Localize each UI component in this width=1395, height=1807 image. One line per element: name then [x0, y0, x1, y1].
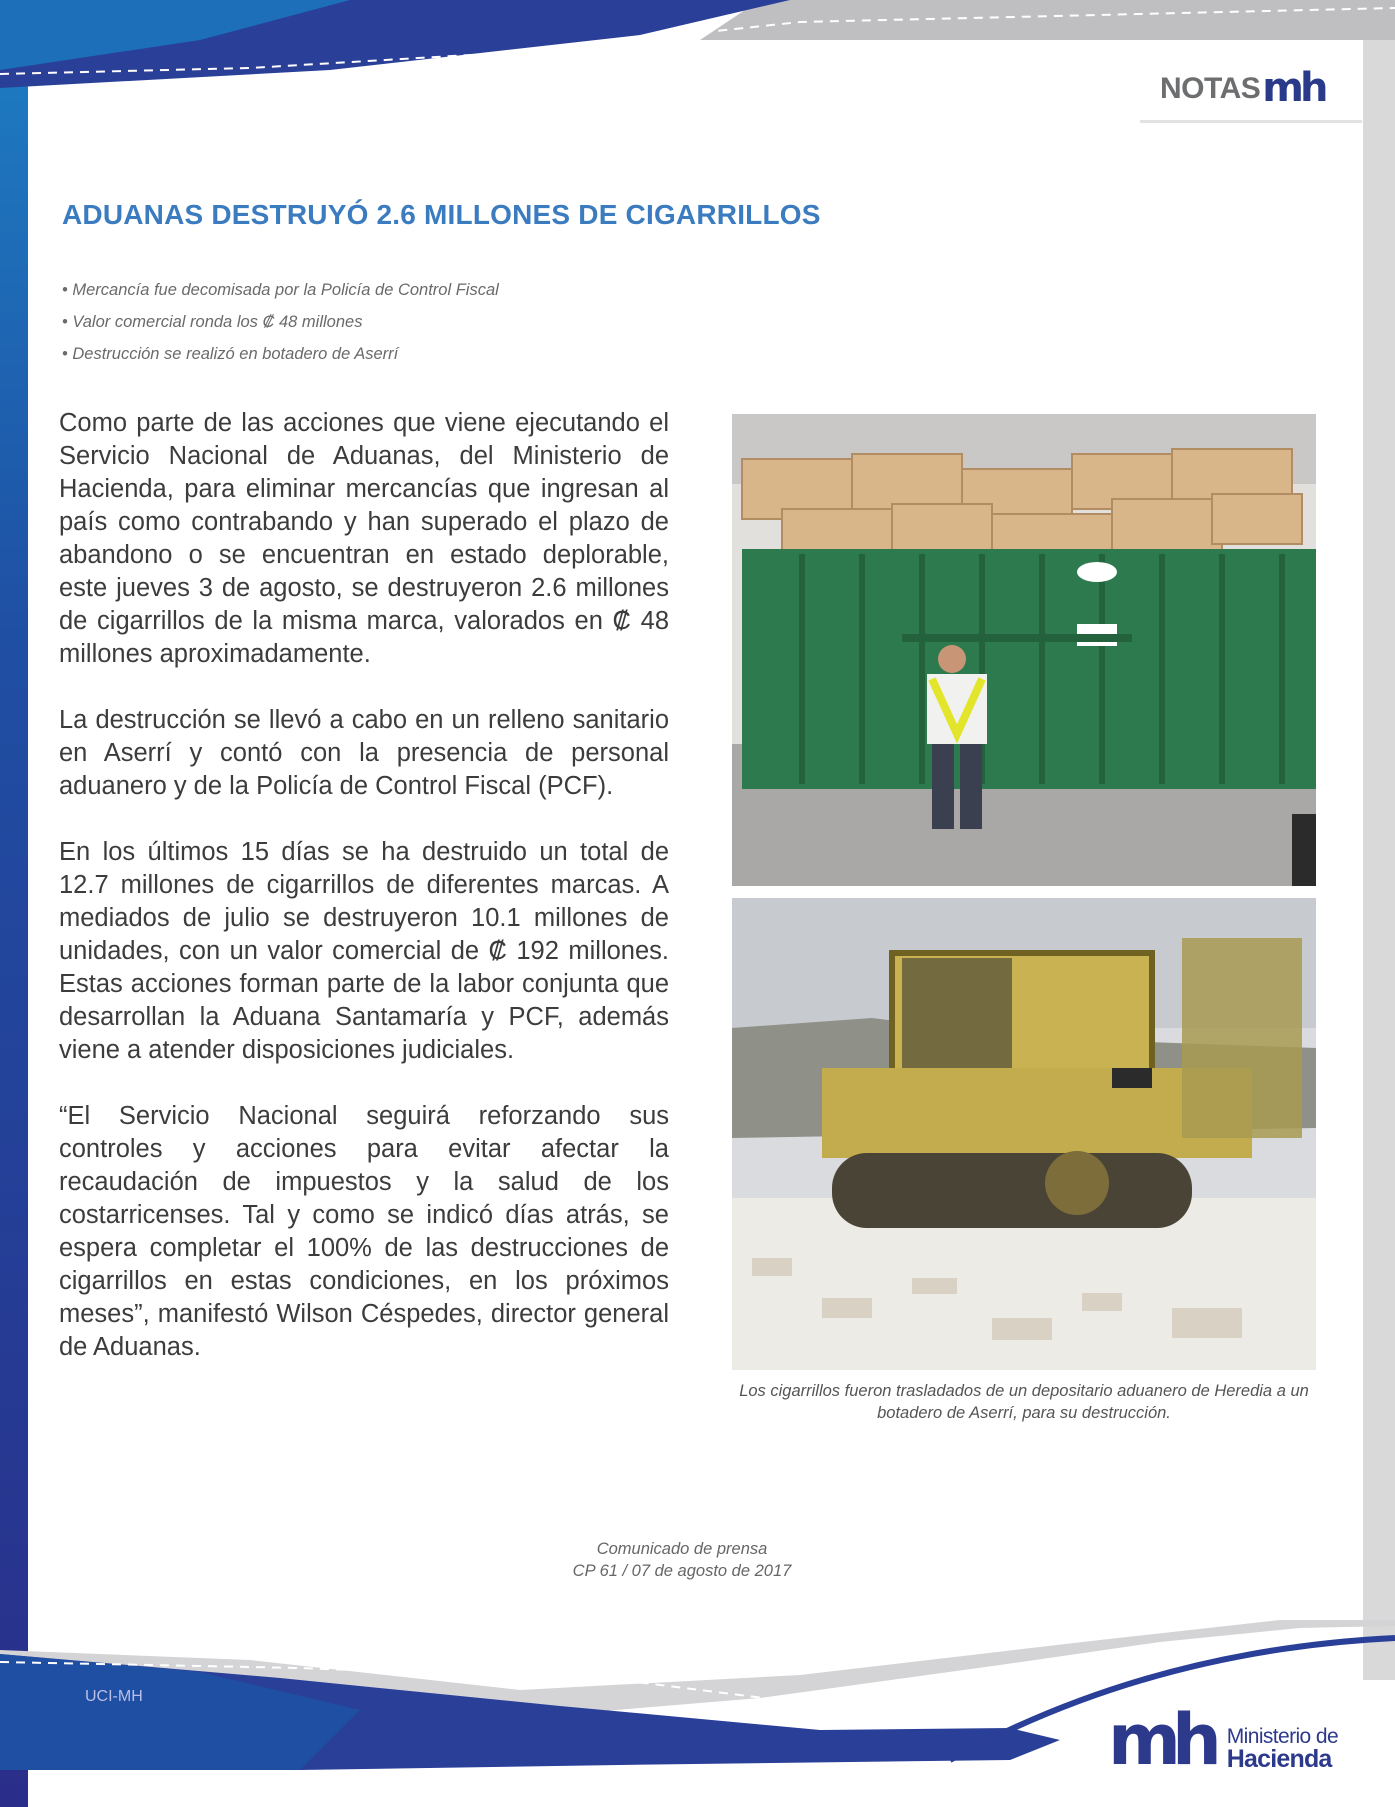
unit-label: UCI-MH: [85, 1688, 143, 1705]
logo-line-2: Hacienda: [1226, 1745, 1332, 1773]
logo-divider: [1140, 120, 1362, 123]
note-reference: CP 61 / 07 de agosto de 2017: [572, 1562, 792, 1580]
paragraph: “El Servicio Nacional seguirá reforzando sus controles y acciones para evitar afectar la recaudación de impuestos y la salud de los costarricenses. Tal y como se indicó días atrás, se espera completar el 100% de las destrucciones de cigarrillos en estas condiciones, en los próximos meses”, manifestó Wilson Céspedes, director general de Aduanas.: [59, 1102, 669, 1361]
bullet-item: • Mercancía fue decomisada por la Policía de Control Fiscal: [62, 281, 499, 299]
logo-mark: mh: [1108, 1699, 1213, 1781]
article-title: ADUANAS DESTRUYÓ 2.6 MILLONES DE CIGARRILLOS: [62, 199, 821, 230]
logo-word: NOTAS: [1160, 72, 1261, 105]
note-label: Comunicado de prensa: [596, 1540, 768, 1558]
photo-bulldozer: [732, 898, 1316, 1370]
paragraph: En los últimos 15 días se ha destruido un total de 12.7 millones de cigarrillos de diferentes marcas. A mediados de julio se destruyeron 10.1 millones de unidades, con un valor comercial de ₡ 192 millones. Estas acciones forman parte de la labor conjunta que desarrollan la Aduana Santamaría y PCF, además viene a atender disposiciones judiciales.: [59, 838, 669, 1064]
paragraph: La destrucción se llevó a cabo en un relleno sanitario en Aserrí y contó con la presencia de personal aduanero y de la Policía de Control Fiscal (PCF).: [59, 706, 669, 800]
notas-mh-logo: [1160, 65, 1325, 111]
paragraph: Como parte de las acciones que viene ejecutando el Servicio Nacional de Aduanas, del Ministerio de Hacienda, para eliminar mercancías que ingresan al país como contrabando y han superado el plazo de abandono o se encuentran en estado deplorable, este jueves 3 de agosto, se destruyeron 2.6 millones de cigarrillos de la misma marca, valorados en ₡ 48 millones aproximadamente.: [59, 409, 669, 668]
logo-mark: mh: [1262, 65, 1325, 111]
bullet-item: • Valor comercial ronda los ₡ 48 millones: [62, 313, 363, 331]
left-accent-bar: [0, 0, 28, 1807]
bullet-item: • Destrucción se realizó en botadero de Aserrí: [62, 345, 399, 363]
ministerio-hacienda-logo: [1108, 1699, 1339, 1781]
article-body: [59, 407, 669, 1397]
photo-dumpster: [732, 414, 1316, 886]
press-release-note: [482, 1538, 882, 1582]
right-accent-bar: [1363, 40, 1395, 1680]
logo-wordmark: [1226, 1725, 1339, 1773]
logo-line-1: Ministerio de: [1226, 1725, 1339, 1748]
summary-bullets: [62, 278, 499, 374]
photo-caption: Los cigarrillos fueron trasladados de un depositario aduanero de Heredia a un botadero de Aserrí, para su destrucción.: [739, 1382, 1309, 1422]
